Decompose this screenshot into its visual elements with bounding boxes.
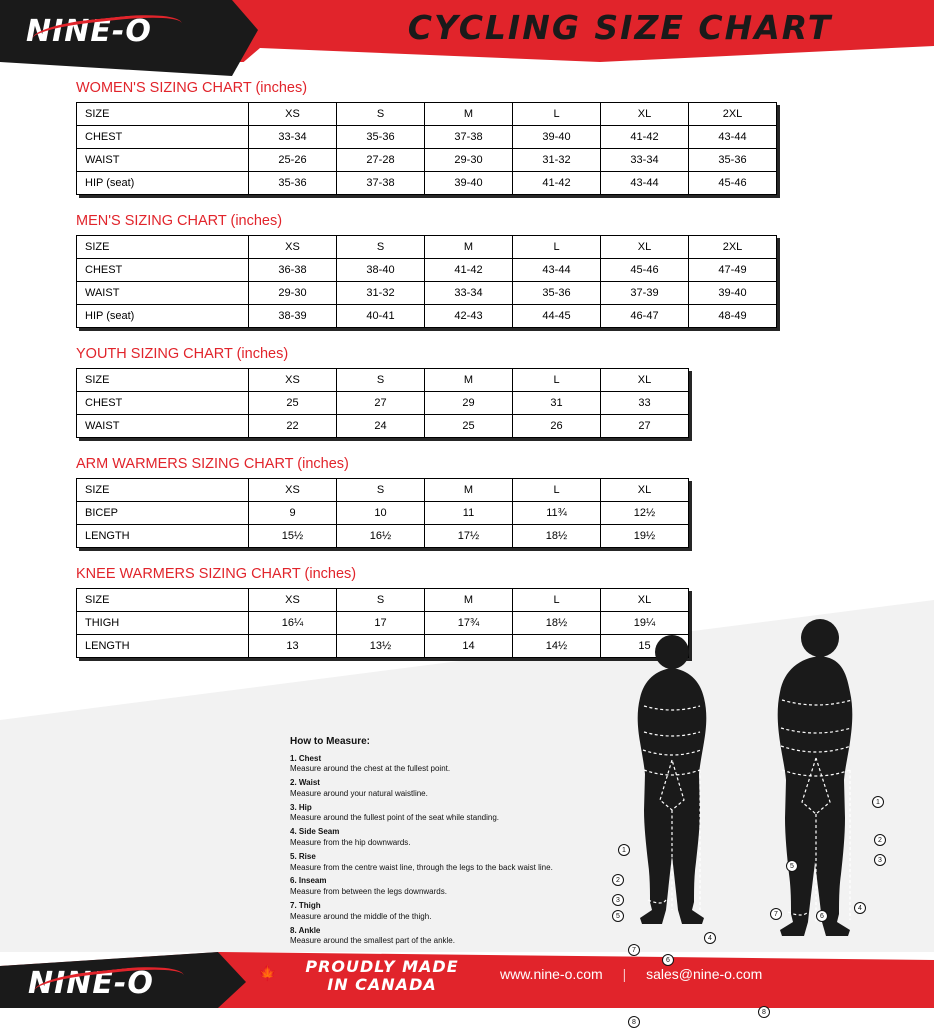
page-header — [0, 0, 934, 80]
row-label: CHEST — [77, 259, 249, 282]
table-header-row — [77, 236, 777, 259]
table-cell: 33-34 — [249, 126, 337, 149]
column-header: L — [513, 589, 601, 612]
table-cell: 47-49 — [689, 259, 777, 282]
table-cell: 33 — [601, 392, 689, 415]
table-cell: 14½ — [513, 635, 601, 658]
measure-step-desc: Measure around the middle of the thigh. — [290, 911, 432, 921]
table-cell: 41-42 — [513, 172, 601, 195]
column-header: L — [513, 479, 601, 502]
measure-step-label: 7. Thigh — [290, 901, 321, 911]
table-row — [77, 282, 777, 305]
figure-marker-1-large: 1 — [872, 796, 884, 808]
brand-logo-top — [26, 14, 206, 50]
table-cell: 15½ — [249, 525, 337, 548]
table-cell: 31 — [513, 392, 601, 415]
figure-marker-7-large: 7 — [770, 908, 782, 920]
table-cell: 45-46 — [601, 259, 689, 282]
table-row — [77, 392, 689, 415]
table-cell: 35-36 — [337, 126, 425, 149]
column-header: SIZE — [77, 589, 249, 612]
table-cell: 27-28 — [337, 149, 425, 172]
column-header: XS — [249, 369, 337, 392]
table-row — [77, 149, 777, 172]
measure-step-label: 8. Ankle — [290, 925, 321, 935]
table-cell: 46-47 — [601, 305, 689, 328]
youth-size-table — [76, 368, 689, 438]
table-cell: 29-30 — [249, 282, 337, 305]
column-header: XS — [249, 103, 337, 126]
table-cell: 19¼ — [601, 612, 689, 635]
measure-step-label: 6. Inseam — [290, 876, 327, 886]
table-row — [77, 502, 689, 525]
table-cell: 9 — [249, 502, 337, 525]
column-header: XS — [249, 236, 337, 259]
figure-marker-3-large: 3 — [874, 854, 886, 866]
section-title: WOMEN'S SIZING CHART (inches) — [76, 80, 308, 96]
table-cell: 39-40 — [689, 282, 777, 305]
column-header: XL — [601, 369, 689, 392]
figure-marker-1: 1 — [618, 844, 630, 856]
row-label: LENGTH — [77, 635, 249, 658]
figure-marker-5: 5 — [612, 910, 624, 922]
measure-step-desc: Measure around the smallest part of the ankle. — [290, 936, 455, 946]
table-cell: 44-45 — [513, 305, 601, 328]
table-cell: 37-39 — [601, 282, 689, 305]
table-cell: 27 — [337, 392, 425, 415]
measure-step-label: 3. Hip — [290, 802, 312, 812]
table-cell: 31-32 — [513, 149, 601, 172]
table-cell: 39-40 — [425, 172, 513, 195]
table-cell: 41-42 — [601, 126, 689, 149]
measure-step-label: 2. Waist — [290, 778, 320, 788]
column-header: M — [425, 103, 513, 126]
table-row — [77, 612, 689, 635]
column-header: XL — [601, 589, 689, 612]
maple-leaf-icon: 🍁 — [258, 965, 277, 982]
table-row — [77, 305, 777, 328]
column-header: SIZE — [77, 369, 249, 392]
figure-marker-5-large: 5 — [786, 860, 798, 872]
column-header: SIZE — [77, 236, 249, 259]
table-cell: 42-43 — [425, 305, 513, 328]
column-header: M — [425, 479, 513, 502]
table-cell: 35-36 — [513, 282, 601, 305]
website-link[interactable]: www.nine-o.com — [500, 966, 603, 982]
page-footer — [0, 952, 934, 1008]
table-header-row — [77, 479, 689, 502]
page-title: CYCLING SIZE CHART — [407, 8, 833, 47]
measure-step-desc: Measure around the chest at the fullest point. — [290, 764, 451, 774]
figure-marker-4: 4 — [704, 932, 716, 944]
knee-warmers-size-table — [76, 588, 689, 658]
column-header: M — [425, 589, 513, 612]
table-cell: 14 — [425, 635, 513, 658]
measure-step-desc: Measure around your natural waistline. — [290, 788, 428, 798]
section-arm-warmers — [0, 456, 934, 548]
column-header: XL — [601, 479, 689, 502]
footer-separator: | — [622, 966, 627, 982]
table-cell: 24 — [337, 415, 425, 438]
table-cell: 22 — [249, 415, 337, 438]
table-row — [77, 635, 689, 658]
section-title: YOUTH SIZING CHART (inches) — [76, 346, 289, 362]
section-womens — [0, 80, 934, 195]
table-cell: 18½ — [513, 525, 601, 548]
column-header: XS — [249, 589, 337, 612]
table-cell: 26 — [513, 415, 601, 438]
column-header: S — [337, 103, 425, 126]
measure-step-desc: Measure from between the legs downwards. — [290, 887, 447, 897]
measure-step-label: 1. Chest — [290, 753, 322, 763]
section-title: ARM WARMERS SIZING CHART (inches) — [76, 456, 349, 472]
figure-marker-6-large: 6 — [816, 910, 828, 922]
table-cell: 45-46 — [689, 172, 777, 195]
email-link[interactable]: sales@nine-o.com — [646, 966, 763, 982]
row-label: HIP (seat) — [77, 172, 249, 195]
table-cell: 43-44 — [601, 172, 689, 195]
figure-small — [638, 635, 707, 924]
mens-size-table — [76, 235, 777, 328]
table-row — [77, 415, 689, 438]
table-cell: 17 — [337, 612, 425, 635]
table-cell: 38-40 — [337, 259, 425, 282]
table-cell: 37-38 — [425, 126, 513, 149]
table-cell: 13½ — [337, 635, 425, 658]
measure-step-desc: Measure around the fullest point of the seat while standing. — [290, 813, 500, 823]
footer-contact — [500, 966, 920, 982]
row-label: THIGH — [77, 612, 249, 635]
table-cell: 15 — [601, 635, 689, 658]
column-header: S — [337, 479, 425, 502]
row-label: WAIST — [77, 282, 249, 305]
table-row — [77, 525, 689, 548]
arm-warmers-size-table — [76, 478, 689, 548]
table-cell: 27 — [601, 415, 689, 438]
column-header: XS — [249, 479, 337, 502]
column-header: SIZE — [77, 103, 249, 126]
table-row — [77, 172, 777, 195]
column-header: 2XL — [689, 103, 777, 126]
figure-marker-8-large: 8 — [758, 1006, 770, 1018]
logo-text: NINE-O — [28, 966, 154, 1001]
row-label: WAIST — [77, 415, 249, 438]
section-youth — [0, 346, 934, 438]
column-header: S — [337, 589, 425, 612]
table-cell: 12½ — [601, 502, 689, 525]
table-row — [77, 259, 777, 282]
column-header: XL — [601, 103, 689, 126]
body-figures-illustration — [600, 610, 930, 950]
table-cell: 25-26 — [249, 149, 337, 172]
measure-step-desc: Measure from the hip downwards. — [290, 838, 411, 848]
figure-marker-3: 3 — [612, 894, 624, 906]
made-line-2: IN CANADA — [327, 975, 437, 995]
column-header: M — [425, 236, 513, 259]
column-header: 2XL — [689, 236, 777, 259]
made-line-1: PROUDLY MADE — [305, 957, 459, 976]
figure-marker-2: 2 — [612, 874, 624, 886]
figure-marker-2-large: 2 — [874, 834, 886, 846]
table-cell: 29 — [425, 392, 513, 415]
table-cell: 35-36 — [689, 149, 777, 172]
table-cell: 13 — [249, 635, 337, 658]
table-cell: 11 — [425, 502, 513, 525]
charts-container — [0, 80, 934, 658]
table-cell: 33-34 — [601, 149, 689, 172]
brand-logo-bottom — [28, 966, 208, 1001]
table-cell: 41-42 — [425, 259, 513, 282]
table-cell: 17½ — [425, 525, 513, 548]
column-header: S — [337, 369, 425, 392]
table-cell: 17¾ — [425, 612, 513, 635]
measure-step-desc: Measure from the centre waist line, through the legs to the back waist line. — [290, 862, 553, 872]
figure-marker-7: 7 — [628, 944, 640, 956]
table-cell: 25 — [249, 392, 337, 415]
row-label: HIP (seat) — [77, 305, 249, 328]
made-in-canada-text — [262, 958, 502, 995]
table-cell: 40-41 — [337, 305, 425, 328]
table-row — [77, 126, 777, 149]
table-cell: 31-32 — [337, 282, 425, 305]
table-cell: 33-34 — [425, 282, 513, 305]
table-cell: 48-49 — [689, 305, 777, 328]
table-header-row — [77, 589, 689, 612]
table-cell: 29-30 — [425, 149, 513, 172]
table-cell: 38-39 — [249, 305, 337, 328]
column-header: L — [513, 103, 601, 126]
section-mens — [0, 213, 934, 328]
table-header-row — [77, 369, 689, 392]
table-cell: 16½ — [337, 525, 425, 548]
table-cell: 43-44 — [689, 126, 777, 149]
row-label: WAIST — [77, 149, 249, 172]
figure-large — [778, 619, 853, 936]
column-header: L — [513, 369, 601, 392]
table-cell: 19½ — [601, 525, 689, 548]
row-label: CHEST — [77, 126, 249, 149]
section-title: MEN'S SIZING CHART (inches) — [76, 213, 283, 229]
row-label: BICEP — [77, 502, 249, 525]
figure-marker-4-large: 4 — [854, 902, 866, 914]
figure-marker-6: 6 — [662, 954, 674, 966]
column-header: L — [513, 236, 601, 259]
section-title: KNEE WARMERS SIZING CHART (inches) — [76, 566, 357, 582]
table-cell: 25 — [425, 415, 513, 438]
how-to-measure-heading: How to Measure: — [290, 736, 371, 747]
figure-marker-8: 8 — [628, 1016, 640, 1028]
row-label: LENGTH — [77, 525, 249, 548]
table-cell: 39-40 — [513, 126, 601, 149]
table-cell: 35-36 — [249, 172, 337, 195]
column-header: M — [425, 369, 513, 392]
table-cell: 18½ — [513, 612, 601, 635]
table-cell: 11¾ — [513, 502, 601, 525]
how-to-measure-panel — [290, 735, 620, 947]
womens-size-table — [76, 102, 777, 195]
column-header: S — [337, 236, 425, 259]
table-cell: 16¼ — [249, 612, 337, 635]
logo-text: NINE-O — [26, 14, 152, 49]
table-header-row — [77, 103, 777, 126]
table-cell: 10 — [337, 502, 425, 525]
measure-step-label: 4. Side Seam — [290, 827, 340, 837]
table-cell: 37-38 — [337, 172, 425, 195]
measure-step-label: 5. Rise — [290, 851, 316, 861]
row-label: CHEST — [77, 392, 249, 415]
column-header: SIZE — [77, 479, 249, 502]
table-cell: 36-38 — [249, 259, 337, 282]
table-cell: 43-44 — [513, 259, 601, 282]
column-header: XL — [601, 236, 689, 259]
